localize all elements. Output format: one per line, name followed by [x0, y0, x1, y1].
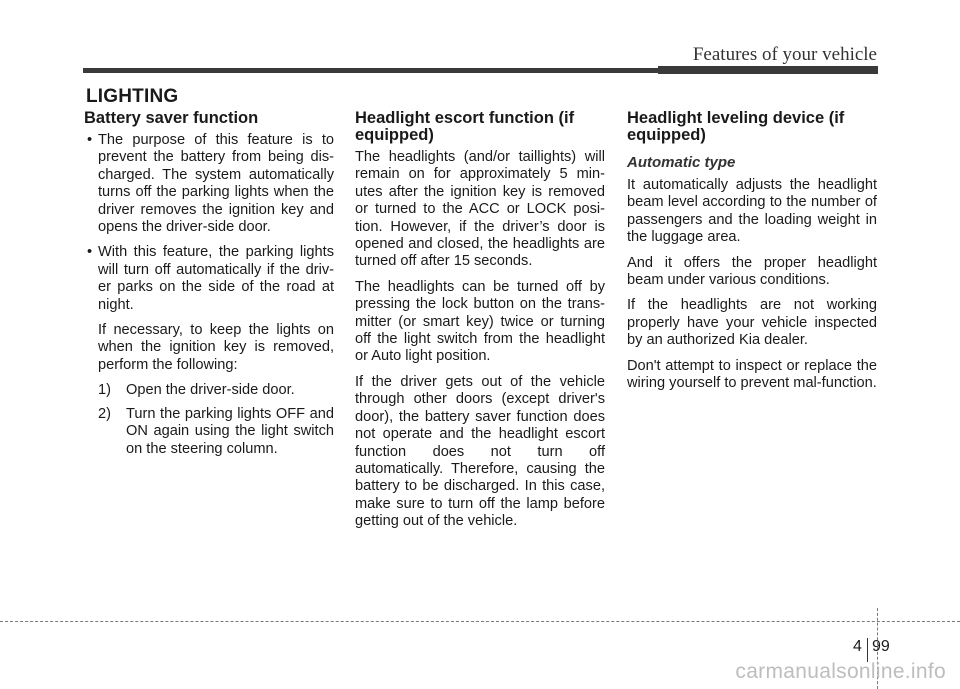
paragraph: The headlights (and/or taillights) will remain on for approximately 5 min-utes after the ignition key is removed or turned to the ACC or LOCK posi-tion. However, if the driver’s door is opened and closed, the headlights are turned off after 15 seconds.: [355, 149, 605, 270]
running-header: Features of your vehicle: [692, 44, 877, 65]
paragraph: Don't attempt to inspect or replace the wiring yourself to prevent mal-function.: [627, 357, 877, 392]
step-text: Open the driver-side door.: [126, 382, 295, 399]
column-battery-saver: [84, 110, 334, 464]
heading-headlight-leveling: Headlight leveling device (if equipped): [627, 109, 845, 144]
paragraph: It automatically adjusts the headlight beam level according to the number of passengers and the loading weight in the luggage area.: [627, 177, 877, 246]
step-number: 2): [98, 405, 111, 422]
bullet-item: [84, 244, 334, 314]
chapter-number: 4: [853, 638, 862, 655]
paragraph: And it offers the proper headlight beam under various conditions.: [627, 254, 877, 289]
column-headlight-escort: [355, 110, 605, 539]
step-item: [98, 406, 334, 458]
footer-dashed-rule: [0, 621, 960, 622]
bullet-dot: •: [87, 132, 93, 148]
header-rule-accent: [658, 66, 878, 74]
paragraph: If the headlights are not working properly have your vehicle inspected by an authorized Kia dealer.: [627, 297, 877, 349]
heading-battery-saver: Battery saver function: [84, 109, 259, 127]
bullet-text: With this feature, the parking lights will turn off automatically if the driv-er parks on the side of the road at night.: [98, 244, 334, 313]
bullet-item: [84, 132, 334, 236]
step-number: 1): [98, 382, 111, 399]
subheading-automatic-type: Automatic type: [627, 154, 736, 171]
step-item: [98, 382, 334, 399]
instruction-paragraph: If necessary, to keep the lights on when the ignition key is removed, perform the following:: [98, 322, 334, 373]
bullet-dot: •: [87, 244, 93, 261]
page-number: 99: [872, 638, 890, 655]
watermark: carmanualsonline.info: [735, 660, 946, 683]
column-headlight-leveling: [627, 110, 877, 400]
section-title: LIGHTING: [86, 86, 179, 107]
paragraph: The headlights can be turned off by pressing the lock button on the trans-mitter (or smart key) twice or turning off the light switch from the headlight or Auto light position.: [355, 278, 605, 365]
heading-headlight-escort: Headlight escort function (if equipped): [355, 109, 575, 144]
paragraph: If the driver gets out of the vehicle through other doors (except driver's door), the battery saver function does not operate and the headlight escort function does not turn off automatically. Therefore, causing the battery to be discharged. In this case, make sure to turn off the lamp before getting out of the vehicle.: [355, 373, 605, 530]
bullet-text: The purpose of this feature is to prevent the battery from being dis-charged. The system automatically turns off the parking lights when the driver removes the ignition key and opens the driver-side door.: [98, 132, 334, 236]
page-number-separator: [867, 638, 868, 662]
step-text: Turn the parking lights OFF and ON again using the light switch on the steering column.: [126, 405, 334, 457]
